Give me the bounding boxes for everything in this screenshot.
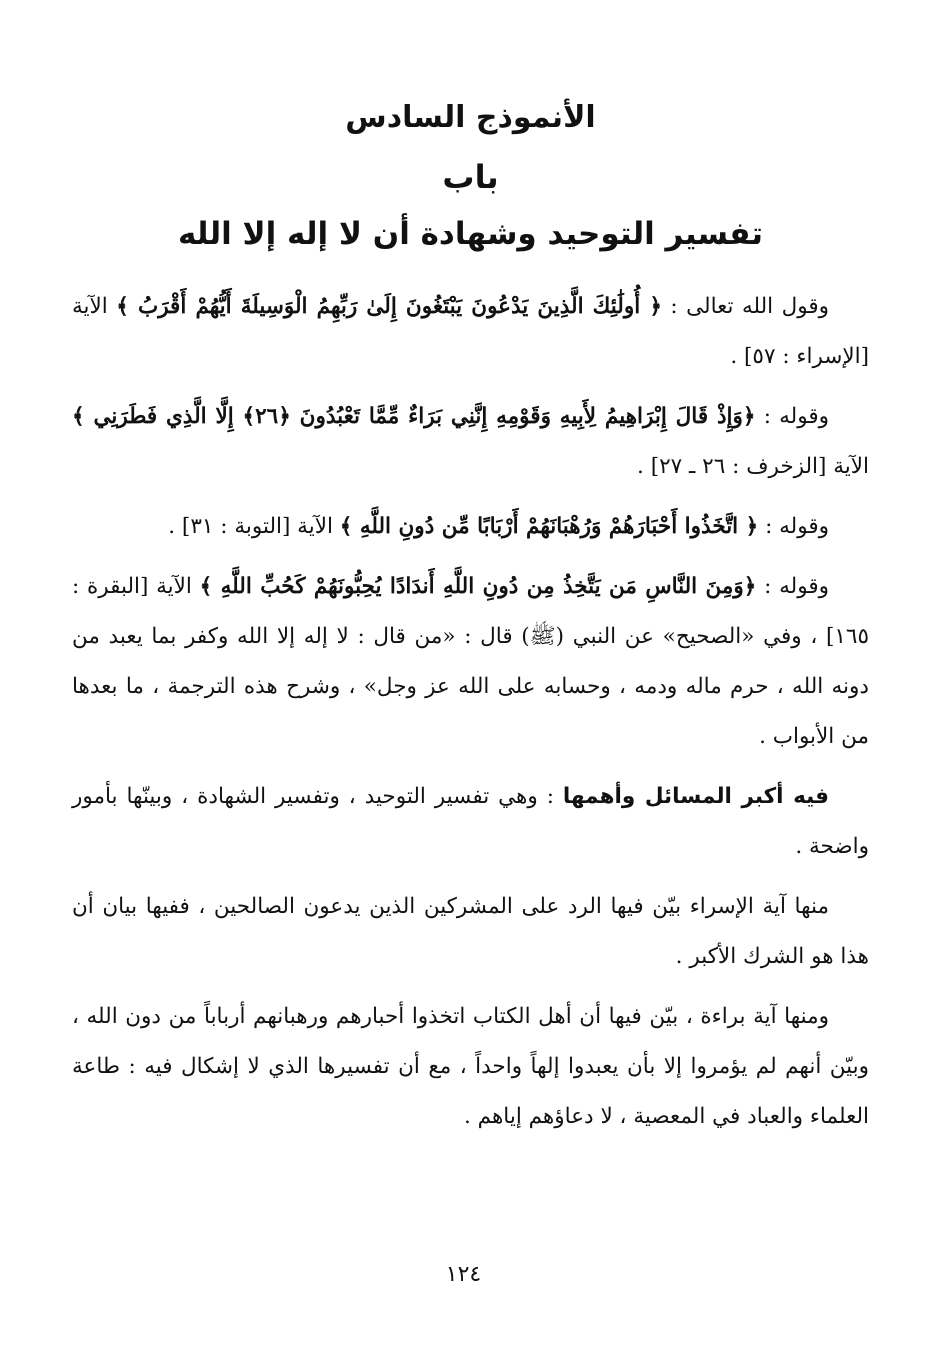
paragraph-5-rest: : وهي تفسير التوحيد ، وتفسير الشهادة ، وبينّها بأمور واضحة .: [72, 783, 869, 859]
quran-verse-isra: ﴿ أُولَٰئِكَ الَّذِينَ يَدْعُونَ يَبْتَغُونَ إِلَىٰ رَبِّهِمُ الْوَسِيلَةَ أَيُّهُمْ أَقْرَبُ ﴾: [116, 293, 662, 319]
quran-verse-tawbah: ﴿ اتَّخَذُوا أَحْبَارَهُمْ وَرُهْبَانَهُمْ أَرْبَابًا مِّن دُونِ اللَّهِ ﴾: [339, 513, 759, 539]
paragraph-1-intro: وقول الله تعالى :: [661, 293, 829, 319]
paragraph-3: [72, 502, 869, 552]
paragraph-4-intro: وقوله :: [756, 573, 829, 599]
paragraph-3-intro: وقوله :: [758, 513, 829, 539]
paragraph-6: منها آية الإسراء بيّن فيها الرد على المشركين الذين يدعون الصالحين ، ففيها بيان أن هذا هو الشرك الأكبر .: [72, 893, 869, 969]
paragraph-2: [72, 392, 869, 492]
paragraph-2-reference: الآية [الزخرف : ٢٦ ـ ٢٧] .: [637, 453, 869, 479]
paragraph-2-intro: وقوله :: [755, 403, 829, 429]
paragraph-5: [72, 772, 869, 872]
page-number: ١٢٤: [445, 1262, 482, 1287]
page-content: [72, 100, 869, 1324]
paragraph-4: [72, 562, 869, 762]
model-heading: الأنموذج السادس: [345, 100, 596, 135]
paragraph-1-reference: الآية [الإسراء : ٥٧] .: [72, 293, 869, 369]
chapter-title: تفسير التوحيد وشهادة أن لا إله إلا الله: [178, 216, 763, 253]
quran-verse-zukhruf: ﴿وَإِذْ قَالَ إِبْرَاهِيمُ لِأَبِيهِ وَقَوْمِهِ إِنَّنِي بَرَاءٌ مِّمَّا تَعْبُدُونَ ﴿٢٦﴾ إِلَّا الَّذِي فَطَرَنِي ﴾: [72, 403, 756, 429]
paragraph-4-rest: الآية [البقرة : ١٦٥] ، وفي «الصحيح» عن النبي (ﷺ) قال : «من قال : لا إله إلا الله وكفر بما يعبد من دونه الله ، حرم ماله ودمه ، وحسابه على الله عز وجل» ، وشرح هذه الترجمة ، ما بعدها من الأبواب .: [72, 573, 869, 749]
paragraph-7: ومنها آية براءة ، بيّن فيها أن أهل الكتاب اتخذوا أحبارهم ورهبانهم أرباباً من دون الله ، وبيّن أنهم لم يؤمروا إلا بأن يعبدوا إلهاً واحداً ، مع أن تفسيرها الذي لا إشكال فيه : طاعة العلماء والعباد في المعصية ، لا دعاؤهم إياهم .: [72, 1003, 869, 1129]
quran-verse-baqarah: ﴿وَمِنَ النَّاسِ مَن يَتَّخِذُ مِن دُونِ اللَّهِ أَندَادًا يُحِبُّونَهُمْ كَحُبِّ اللَّهِ ﴾: [199, 573, 757, 599]
paragraph-3-reference: الآية [التوبة : ٣١] .: [168, 513, 340, 539]
paragraph-1: [72, 282, 869, 382]
paragraph-5-lead: فيه أكبر المسائل وأهمها: [562, 783, 829, 809]
chapter-heading: باب: [442, 158, 499, 196]
